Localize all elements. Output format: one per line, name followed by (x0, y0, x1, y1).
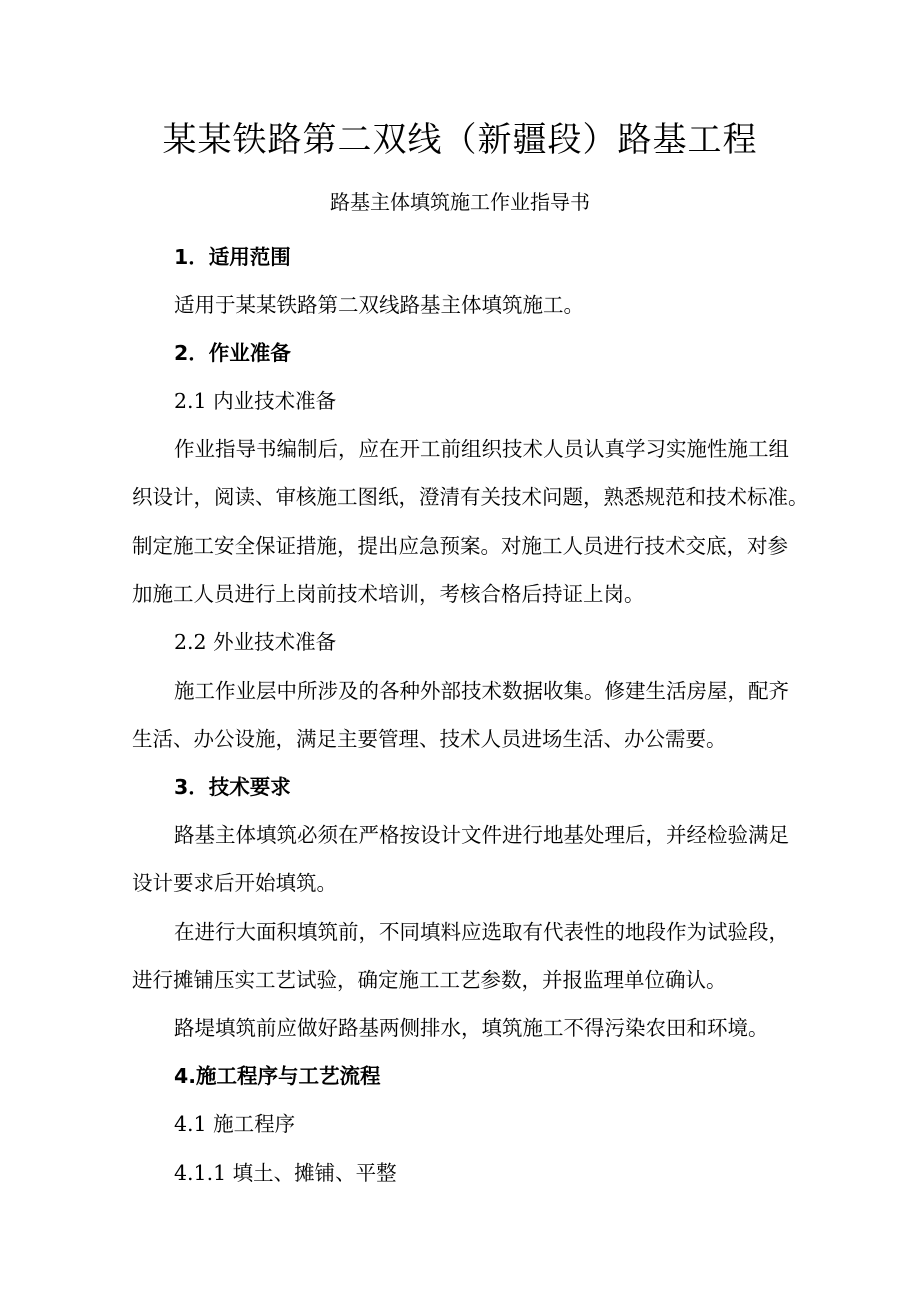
document-subtitle: 路基主体填筑施工作业指导书 (330, 190, 590, 214)
paragraph-line: 路基主体填筑必须在严格按设计文件进行地基处理后，并经检验满足 (174, 823, 789, 847)
section-heading-2: 2．作业准备 (174, 341, 291, 365)
section-heading-4: 4.施工程序与工艺流程 (174, 1064, 381, 1088)
paragraph-line: 施工作业层中所涉及的各种外部技术数据收集。修建生活房屋，配齐 (174, 679, 789, 703)
paragraph-line: 进行摊铺压实工艺试验，确定施工工艺参数，并报监理单位确认。 (132, 968, 727, 992)
paragraph-line: 加施工人员进行上岗前技术培训，考核合格后持证上岗。 (132, 582, 645, 606)
section-heading-3: 3．技术要求 (174, 775, 291, 799)
paragraph-line: 适用于某某铁路第二双线路基主体填筑施工。 (174, 293, 584, 317)
paragraph-line: 设计要求后开始填筑。 (132, 871, 337, 895)
paragraph-line: 在进行大面积填筑前，不同填料应选取有代表性的地段作为试验段， (174, 920, 789, 944)
paragraph-line: 生活、办公设施，满足主要管理、技术人员进场生活、办公需要。 (132, 727, 727, 751)
document-title: 某某铁路第二双线（新疆段）路基工程 (162, 120, 758, 160)
paragraph-line: 织设计，阅读、审核施工图纸，澄清有关技术问题，熟悉规范和技术标准。 (132, 485, 809, 509)
paragraph-line: 制定施工安全保证措施，提出应急预案。对施工人员进行技术交底，对参 (132, 534, 788, 558)
section-heading-1: 1．适用范围 (174, 245, 291, 269)
subsection-heading-2-2: 2.2 外业技术准备 (174, 630, 337, 654)
subsection-heading-4-1-1: 4.1.1 填土、摊铺、平整 (174, 1161, 397, 1185)
subsection-heading-4-1: 4.1 施工程序 (174, 1112, 296, 1136)
subsection-heading-2-1: 2.1 内业技术准备 (174, 389, 337, 413)
paragraph-line: 路堤填筑前应做好路基两侧排水，填筑施工不得污染农田和环境。 (174, 1016, 769, 1040)
paragraph-line: 作业指导书编制后，应在开工前组织技术人员认真学习实施性施工组 (174, 437, 789, 461)
